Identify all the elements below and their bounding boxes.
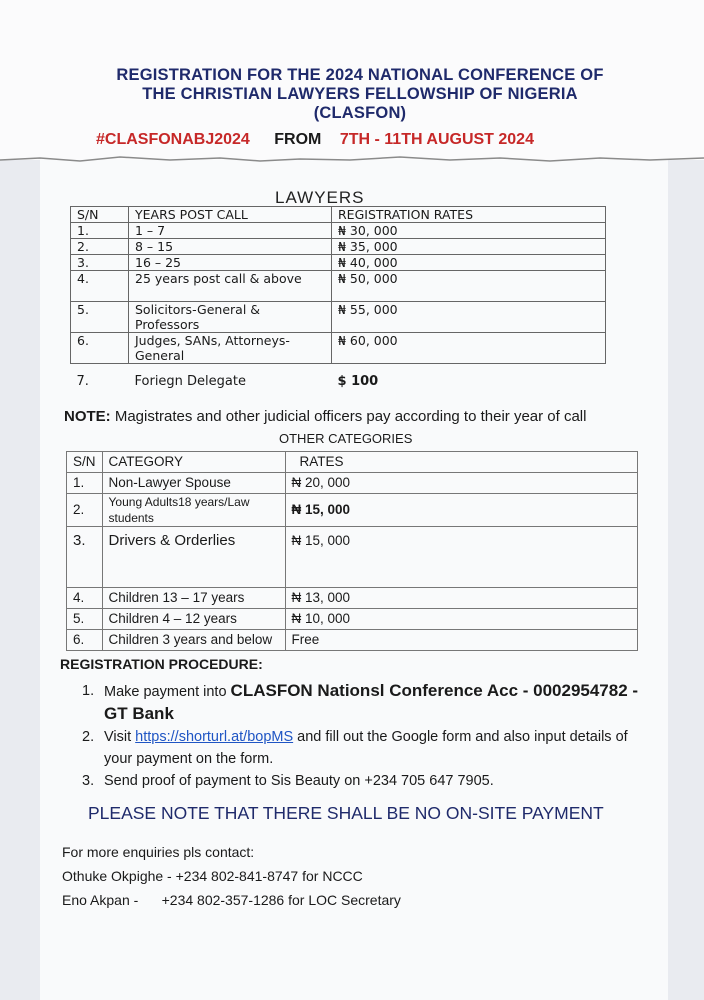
row-sn: 3.: [71, 255, 129, 271]
row-years: 1 – 7: [129, 223, 332, 239]
row-rate: ₦ 15, 000: [285, 527, 637, 588]
table-row: [71, 255, 606, 271]
row-category: Children 3 years and below: [102, 630, 285, 651]
step3-text: Send proof of payment to Sis Beauty on +234 705 647 7905.: [104, 773, 494, 789]
row-category: Non-Lawyer Spouse: [102, 473, 285, 494]
column-header: RATES: [285, 452, 637, 473]
row-category: Children 13 – 17 years: [102, 588, 285, 609]
row-sn: 1.: [71, 223, 129, 239]
row-sn: 6.: [67, 630, 103, 651]
row-sn: 4.: [71, 271, 129, 302]
event-dates: [96, 131, 534, 149]
table-row: [67, 527, 638, 588]
step-number: 3.: [82, 773, 95, 789]
row-sn: 5.: [71, 302, 129, 333]
row-sn: 2.: [71, 239, 129, 255]
table-row: [67, 630, 638, 651]
page-title: [60, 66, 660, 123]
row-sn: 3.: [67, 527, 103, 588]
other-categories-table: [66, 451, 638, 651]
row-years: 16 – 25: [129, 255, 332, 271]
row-years: Foriegn Delegate: [134, 373, 246, 389]
contact-line: Eno Akpan - +234 802-357-1286 for LOC Secretary: [62, 892, 401, 908]
step1-prefix: Make payment into: [104, 684, 227, 700]
table-row: [71, 271, 606, 302]
contact-intro: For more enquiries pls contact:: [62, 844, 255, 860]
table-row: [71, 223, 606, 239]
table-header-row: [67, 452, 638, 473]
row-rate: ₦ 10, 000: [285, 609, 637, 630]
row-rate: $ 100: [337, 373, 379, 389]
table-header-row: [71, 207, 606, 223]
column-header: S/N: [71, 207, 129, 223]
step2-suffix: and fill out the Google form and also input details of your payment on the form.: [104, 729, 628, 767]
row-rate: Free: [285, 630, 637, 651]
table-row: [71, 364, 606, 399]
procedure-step: [82, 726, 652, 770]
title-line-3: (CLASFON): [313, 104, 407, 122]
table-row: [67, 588, 638, 609]
title-line-2: THE CHRISTIAN LAWYERS FELLOWSHIP OF NIGERIA: [142, 85, 578, 103]
contact-info: [62, 840, 401, 912]
row-rate: ₦ 20, 000: [285, 473, 637, 494]
title-line-1: REGISTRATION FOR THE 2024 NATIONAL CONFERENCE OF: [116, 66, 604, 84]
row-rate: ₦ 50, 000: [332, 271, 606, 302]
row-sn: 7.: [76, 373, 89, 389]
step-number: 1.: [82, 683, 95, 699]
row-years: 25 years post call & above: [129, 271, 332, 302]
row-years: Judges, SANs, Attorneys-General: [129, 333, 332, 364]
table-row: [67, 494, 638, 527]
row-years: Solicitors-General & Professors: [129, 302, 332, 333]
bank-account: CLASFON Nationsl Conference Acc - 0002954782 - GT Bank: [104, 681, 639, 723]
column-header: CATEGORY: [102, 452, 285, 473]
row-category: Drivers & Orderlies: [102, 527, 285, 588]
row-rate: ₦ 30, 000: [332, 223, 606, 239]
row-sn: 1.: [67, 473, 103, 494]
row-sn: 6.: [71, 333, 129, 364]
column-header: S/N: [67, 452, 103, 473]
event-hashtag: #CLASFONABJ2024: [96, 131, 250, 148]
registration-form-link[interactable]: https://shorturl.at/bopMS: [135, 729, 294, 745]
lawyers-rates-table: [70, 206, 606, 398]
step2-prefix: Visit: [104, 729, 132, 745]
table-row: [67, 609, 638, 630]
procedure-step: [82, 680, 652, 726]
row-sn: 2.: [67, 494, 103, 527]
contact-line: Othuke Okpighe - +234 802-841-8747 for NCCC: [62, 868, 363, 884]
row-rate: ₦ 55, 000: [332, 302, 606, 333]
row-sn: 4.: [67, 588, 103, 609]
note-label: NOTE:: [64, 408, 111, 425]
torn-edge-divider: [0, 150, 704, 168]
row-category: Children 4 – 12 years: [102, 609, 285, 630]
no-onsite-payment-notice: PLEASE NOTE THAT THERE SHALL BE NO ON-SITE PAYMENT: [88, 803, 604, 823]
table-row: [71, 239, 606, 255]
row-rate: ₦ 13, 000: [285, 588, 637, 609]
row-sn: 5.: [67, 609, 103, 630]
step-number: 2.: [82, 729, 95, 745]
procedure-steps: [82, 680, 652, 792]
table-row: [67, 473, 638, 494]
note-text: Magistrates and other judicial officers pay according to their year of call: [114, 408, 587, 425]
lawyers-table-title: LAWYERS: [275, 188, 365, 207]
table-row: [71, 333, 606, 364]
procedure-step: [82, 770, 652, 792]
row-rate: ₦ 60, 000: [332, 333, 606, 364]
note: [64, 408, 586, 425]
other-categories-title: OTHER CATEGORIES: [279, 431, 413, 446]
from-label: FROM: [274, 131, 322, 148]
column-header: YEARS POST CALL: [129, 207, 332, 223]
row-years: 8 – 15: [129, 239, 332, 255]
procedure-heading: REGISTRATION PROCEDURE:: [60, 656, 263, 672]
row-rate: ₦ 35, 000: [332, 239, 606, 255]
row-category: Young Adults18 years/Law students: [102, 494, 285, 527]
date-range: 7TH - 11TH AUGUST 2024: [339, 131, 534, 148]
row-rate: ₦ 15, 000: [285, 494, 637, 527]
table-row: [71, 302, 606, 333]
row-rate: ₦ 40, 000: [332, 255, 606, 271]
column-header: REGISTRATION RATES: [332, 207, 606, 223]
